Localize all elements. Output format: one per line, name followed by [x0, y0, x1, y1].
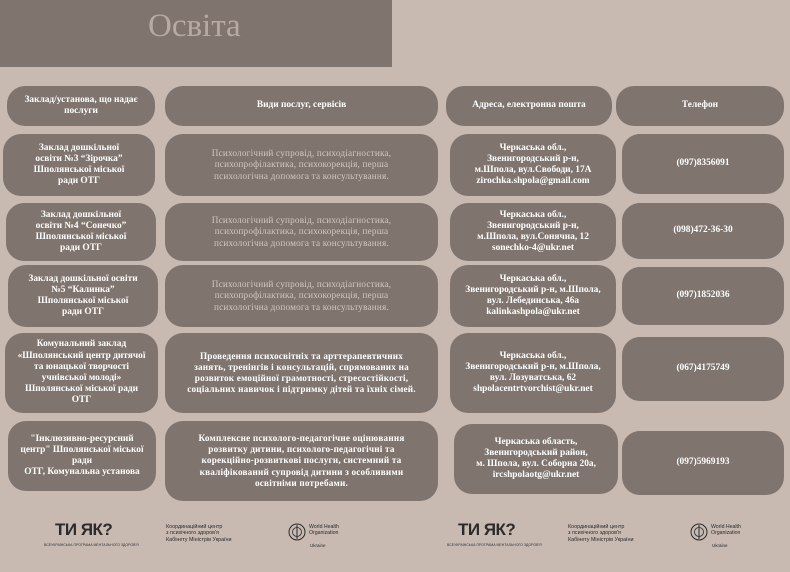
table-row-4-services: Проведення психосвітніх та арттерапевтичних занять, тренінгів і консультацій, спрямованих на розвиток емоційної грамотності, стресостійкості, соціальних навичок і підтримку дітей та їхніх сімей.: [165, 333, 438, 413]
page-title-banner: [0, 0, 392, 67]
table-row-4-address: Черкаська обл., Звенигородський р-н, м.Шпола, вул. Лозуватська, 62 shpolacentrtvorchist@ukr.net: [450, 333, 616, 413]
table-row-4-phone: (067)4175749: [622, 337, 784, 401]
table-row-1-address: Черкаська обл., Звенигородський р-н, м.Шпола, вул.Свободи, 17А zirochka.shpola@gmail.com: [450, 134, 616, 196]
header-address: Адреса, електронна пошта: [446, 86, 612, 126]
table-row-2-services: Психологічний супровід, психодіагностика, психопрофілактика, психокорекція, перша психологічна допомога та консультування.: [165, 203, 438, 261]
page-title: Освіта: [148, 8, 241, 44]
who-emblem-icon: [288, 523, 306, 541]
table-row-2-address: Черкаська обл., Звенигородський р-н, м.Шпола, вул.Сонячна, 12 sonechko-4@ukr.net: [450, 203, 616, 261]
table-row-3-phone: (097)1852036: [622, 267, 784, 325]
table-row-5-institution: "Інклюзивно-ресурсний центр" Шполянської міської ради ОТГ, Комунальна установа: [8, 421, 156, 491]
tiak-logo: ТИ ЯК?: [458, 520, 516, 539]
table-row-1-services: Психологічний супровід, психодіагностика, психопрофілактика, психокорекція, перша психологічна допомога та консультування.: [165, 134, 438, 196]
table-row-5-services: Комплексне психолого-педагогічне оцінювання розвитку дитини, психолого-педагогічні та корекційно-розвиткові послуги, системний та кваліфікований супровід дитини з особливими освітніми потребами.: [165, 421, 438, 501]
table-row-3-services: Психологічний супровід, психодіагностика, психопрофілактика, психокорекція, перша психологічна допомога та консультування.: [165, 265, 438, 327]
table-row-5-address: Черкаська область, Звенигородський район, м. Шпола, вул. Соборна 20а, ircshpolaotg@ukr.net: [454, 424, 618, 494]
coordination-center-logo: Координаційний центр з психічного здоров'я Кабінету Міністрів України: [568, 524, 634, 543]
table-row-2-institution: Заклад дошкільної освіти №4 “Сонечко” Шполянської міської ради ОТГ: [6, 203, 156, 261]
who-country: Ukraine: [310, 543, 326, 548]
table-row-1-institution: Заклад дошкільної освіти №3 “Зірочка” Шполянської міської ради ОТГ: [3, 134, 155, 196]
tiak-logo-tagline: ВСЕУКРАЇНСЬКА ПРОГРАМА МЕНТАЛЬНОГО ЗДОРОВ'Я: [44, 543, 139, 547]
table-row-1-phone: (097)8356091: [622, 134, 784, 194]
table-row-4-institution: Комунальний заклад «Шполянський центр дитячої та юнацької творчості учнівської молоді» Шполянської міської ради ОТГ: [5, 333, 158, 413]
who-emblem-icon: [690, 523, 708, 541]
coordination-center-logo: Координаційний центр з психічного здоров'я Кабінету Міністрів України: [166, 524, 232, 543]
header-institution: Заклад/установа, що надає послуги: [7, 86, 155, 126]
header-services: Види послуг, сервісів: [165, 86, 438, 126]
header-phone: Телефон: [616, 86, 784, 126]
table-row-3-address: Черкаська обл., Звенигородський р-н, м.Шпола, вул. Лебединська, 46а kalinkashpola@ukr.net: [450, 265, 616, 327]
table-row-2-phone: (098)472-36-30: [622, 203, 784, 259]
table-row-5-phone: (097)5969193: [622, 431, 784, 495]
tiak-logo-tagline: ВСЕУКРАЇНСЬКА ПРОГРАМА МЕНТАЛЬНОГО ЗДОРОВ'Я: [447, 543, 542, 547]
who-logo-text: World Health Organization: [711, 524, 741, 536]
table-row-3-institution: Заклад дошкільної освіти №5 “Калинка” Шполянської міської ради ОТГ: [8, 265, 158, 327]
tiak-logo: ТИ ЯК?: [55, 520, 113, 539]
who-country: Ukraine: [712, 543, 728, 548]
who-logo-text: World Health Organization: [309, 524, 339, 536]
